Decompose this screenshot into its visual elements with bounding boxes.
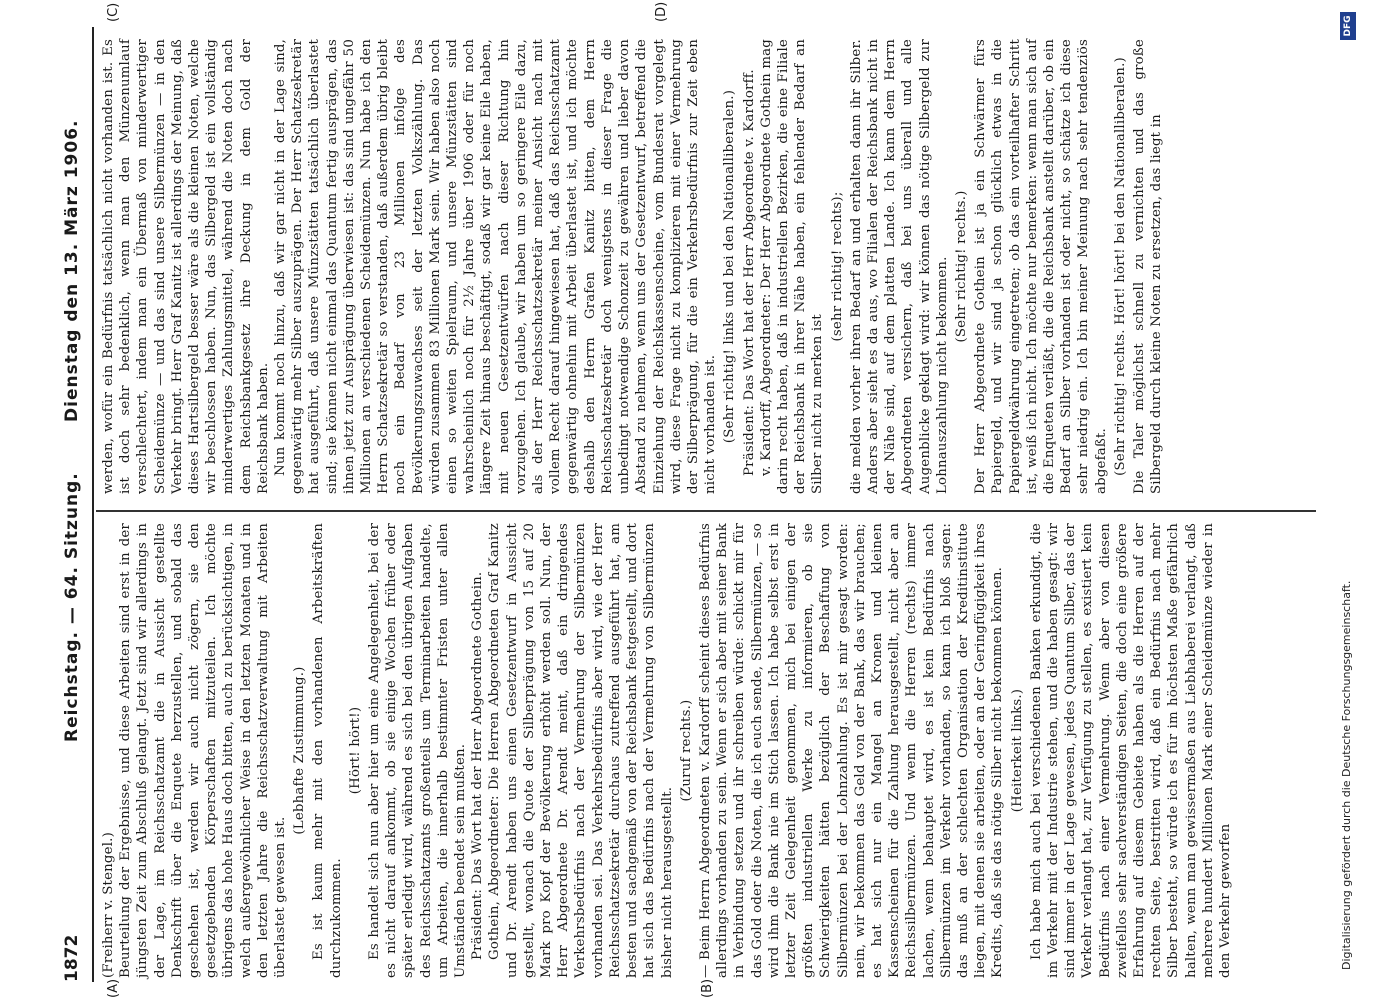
paragraph: (Freiherr v. Stengel.) xyxy=(101,832,116,978)
paragraph: (Sehr richtig! rechts. Hört! hört! bei den Nationalliberalen.) xyxy=(1112,57,1128,476)
paragraph: — Beim Herrn Abgeordneten v. Kardorff scheint dieses Bedürfnis allerdings vorhanden zu sein. Wenn er sich aber mit seiner Bank in Verbindung setzen und ihr schreiben würde: schickt mir für das Gold oder die Noten, die ich euch sende, Silbermünzen, — so wird ihm die Bank nie im Stich lassen. Ich habe selbst erst in letzter Zeit Gelegenheit genommen, mich bei einigen der größten industriellen Werke zu informieren, ob sie Schwierigkeiten hätten bezüglich der Beschaffung von Silbermünzen bei der Lohnzahlung. Es ist mir gesagt worden: nein, wir bekommen das Geld von der Bank, das wir brauchen; es hat sich nur ein Mangel an Kronen und kleinen Kassenscheinen für die Zahlung herausgestellt, nicht aber an Reichssilbermünzen. Und wenn die Herren (rechts) immer lachen, wenn behauptet wird, es ist kein Bedürfnis nach Silbermünzen im Verkehr vorhanden, so kann ich bloß sagen: das muß an der schlechten Organisation der Kreditinstitute liegen, mit denen sie arbeiten, oder an der Geringfügigkeit ihres Kredits, daß sie das nötige Silber nicht bekommen können. xyxy=(697,523,1006,978)
paragraph: Es handelt sich nun aber hier um eine Angelegenheit, bei der es nicht darauf ankommt, ob sie einige Wochen früher oder später erledigt wird, während es sich bei den übrigen Aufgaben des Reichsschatzamts großenteils um Terminarbeiten handelte, um Arbeiten, die innerhalb bestimmter Fristen unter allen Umständen beendet sein mußten. xyxy=(367,523,469,978)
paragraph: (sehr richtig! rechts); xyxy=(829,191,845,342)
paragraph: werden, wofür ein Bedürfnis tatsächlich nicht vorhanden ist. Es ist doch sehr bedenklich, wenn man den Münzenumlauf verschlechtert, indem man ein Übermaß von minderwertiger Scheidemünze — und das sind unsere Silbermünzen — in den Verkehr bringt. Herr Graf Kanitz ist allerdings der Meinung, daß dieses Hartsilbergeld besser wäre als die kleinen Noten, welche wir beschlossen haben. Nun, das Silbergeld ist ein vollständig minderwertiges Zahlungsmittel, während die Noten doch nach dem Reichsbankgesetz ihre Deckung in dem Gold der Reichsbank haben. xyxy=(101,39,271,494)
paragraph: (Sehr richtig! links und bei den Nationalliberalen.) xyxy=(722,89,738,444)
dfg-logo: DFG xyxy=(1340,12,1356,40)
paragraph: (Lebhafte Zustimmung.) xyxy=(292,666,308,835)
paragraph: Es ist kaum mehr mit den vorhandenen Arbeitskräften durchzukommen. xyxy=(311,523,344,978)
column-divider xyxy=(96,510,1316,512)
paragraph: Nun kommt noch hinzu, daß wir gar nicht in der Lage sind, gegenwärtig mehr Silber auszuprägen. Der Herr Schatzsekretär hat ausgeführt, daß unsere Münzstätten tatsächlich überlastet sind; sie können nicht einmal das Quantum fertig ausprägen, das ihnen jetzt zur Ausprägung überwiesen ist: das sind ungefähr 50 Millionen an verschiedenen Scheidemünzen. Nun habe ich den Herrn Schatzsekretär so verstanden, daß außerdem übrig bleibt noch ein Bedarf von 23 Millionen infolge des Bevölkerungszuwachses seit der letzten Volkszählung. Das würden zusammen 83 Millionen Mark sein. Wir haben also noch einen so weiten Spielraum, und unsere Münzstätten sind wahrscheinlich noch für 2½ Jahre über 1906 oder für noch längere Zeit hinaus beschäftigt, sodaß wir gar keine Eile haben, mit neuen Gesetzentwürfen nach dieser Richtung hin vorzugehen. Ich glaube, wir haben um so geringere Eile dazu, als der Herr Reichsschatzsekretär meiner Ansicht nach mit vollem Recht darauf hingewiesen hat, daß das Reichsschatzamt gegenwärtig ohnehin mit Arbeit überlastet ist, und ich möchte deshalb den Herrn Grafen Kanitz bitten, dem Herrn Reichsschatzsekretär doch wenigstens in dieser Frage die unbedingt notwendige Schonzeit zu gewähren und lieber davon Abstand zu nehmen, wenn uns der Gesetzentwurf, betreffend die Einziehung der Reichskassenscheine, vom Bundesrat vorgelegt wird, diese Frage nicht zu komplizieren mit einer Vermehrung der Silberprägung, für die ein Verkehrsbedürfnis zur Zeit eben nicht vorhanden ist. xyxy=(273,39,719,494)
paragraph: (Sehr richtig! rechts.) xyxy=(953,190,969,343)
paragraph: v. Kardorff, Abgeordneter: Der Herr Abgeordnete Gothein mag darin recht haben, daß in industriellen Bezirken, die eine Filiale der Reichsbank in ihrer Nähe haben, ein fehlender Bedarf an Silber nicht zu merken ist xyxy=(758,39,826,494)
paragraph: (Heiterkeit links.) xyxy=(1009,688,1025,813)
digitization-credit: Digitalisierung gefördert durch die Deutsche Forschungsgemeinschaft. xyxy=(1340,580,1353,970)
margin-marker-d: (D) xyxy=(654,1,669,22)
margin-marker-c: (C) xyxy=(106,2,121,22)
header-rule xyxy=(92,27,94,982)
paragraph: Präsident: Das Wort hat der Herr Abgeordnete v. Kardorff. xyxy=(741,69,757,476)
paragraph: Die Taler möglichst schnell zu vernichten und das große Silbergeld durch kleine Noten zu ersetzen, das liegt in xyxy=(1131,39,1165,494)
page-body xyxy=(58,1,1323,998)
paragraph: Der Herr Abgeordnete Gothein ist ja ein Schwärmer fürs Papiergeld, und wir sind ja schon glücklich etwas in die Papiergeldwährung eingetreten; ob das ein vorteilhafter Schritt ist, weiß ich nicht. Ich möchte nur bemerken: wenn man sich auf die Enqueten verläßt, die die Reichsbank anstellt darüber, ob ein Bedarf an Silber vorhanden ist oder nicht, so schätze ich diese sehr niedrig ein. Ich bin meiner Meinung nach sehr tendenziös abgefaßt. xyxy=(973,39,1109,494)
page-header xyxy=(58,27,94,982)
paragraph: Ich habe mich auch bei verschiedenen Banken erkundigt, die im Verkehr mit der Industrie stehen, und die haben gesagt: wir sind immer in der Lage gewesen, jedes Quantum Silber, das der Verkehr verlangt hat, zur Verfügung zu stellen, es existiert kein Bedürfnis nach einer Vermehrung. Wenn aber von diesen zweifellos sehr sachverständigen Seiten, die doch eine größere Erfahrung auf diesem Gebiete haben als die Herren auf der rechten Seite, bestritten wird, daß ein Bedürfnis nach mehr Silber besteht, so würde ich es für im höchsten Maße gefährlich halten, wenn man gewissermaßen aus Liebhaberei verlangt, daß mehrere hundert Millionen Mark einer Scheidemünze wieder in den Verkehr geworfen xyxy=(1028,523,1233,978)
paragraph: die melden vorher ihren Bedarf an und erhalten dann ihr Silber. Anders aber sieht es da aus, wo Filialen der Reichsbank nicht in der Nähe sind, auf dem platten Lande. Ich kann dem Herrn Abgeordneten versichern, daß bei uns überall und alle Augenblicke geklagt wird: wir können das nötige Silbergeld zur Lohnauszahlung nicht bekommen. xyxy=(848,39,950,494)
session-date: Dienstag den 13. März 1906. xyxy=(62,119,82,422)
left-column xyxy=(100,523,1234,978)
session-title: Reichstag. — 64. Sitzung. xyxy=(62,472,82,742)
paragraph: Beurteilung der Ergebnisse, und diese Arbeiten sind erst in der jüngsten Zeit zum Abschluß gelangt. Jetzt sind wir allerdings in der Lage, im Reichsschatzamt die in Aussicht gestellte Denkschrift über die Enquete herzustellen, und sobald das geschehen ist, werden wir auch nicht zögern, sie den gesetzgebenden Körperschaften mitzuteilen. Ich möchte übrigens das hohe Haus doch bitten, auch zu berücksichtigen, in welch außergewöhnlicher Weise in den letzten Monaten und in den letzten Jahre die Reichsschatzverwaltung mit Arbeiten überlastet gewesen ist. xyxy=(118,523,289,978)
paragraph: Gothein, Abgeordneter: Die Herren Abgeordneten Graf Kanitz und Dr. Arendt haben uns einen Gesetzentwurf in Aussicht gestellt, wonach die Quote der Silberprägung von 15 auf 20 Mark pro Kopf der Bevölkerung erhöht werden soll. Nun, der Herr Abgeordnete Dr. Arendt meint, daß ein dringendes Verkehrsbedürfnis nach der Vermehrung der Silbermünzen vorhanden sei. Das Verkehrsbedürfnis aber wird, wie der Herr Reichsschatzsekretär durchaus zutreffend ausgeführt hat, am besten und sachgemäß von der Reichsbank festgestellt, und dort hat sich das Bedürfnis nach der Vermehrung von Silbermünzen bisher nicht herausgestellt. xyxy=(487,523,675,978)
margin-marker-b: (B) xyxy=(700,978,715,998)
page-number: 1872 xyxy=(62,934,82,982)
paragraph: (Zuruf rechts.) xyxy=(678,699,694,802)
paragraph: Präsident: Das Wort hat der Herr Abgeordnete Gothein. xyxy=(470,571,486,960)
right-column xyxy=(100,39,1165,494)
margin-marker-a: (A) xyxy=(106,978,121,998)
paragraph: (Hört! hört!) xyxy=(347,706,363,795)
